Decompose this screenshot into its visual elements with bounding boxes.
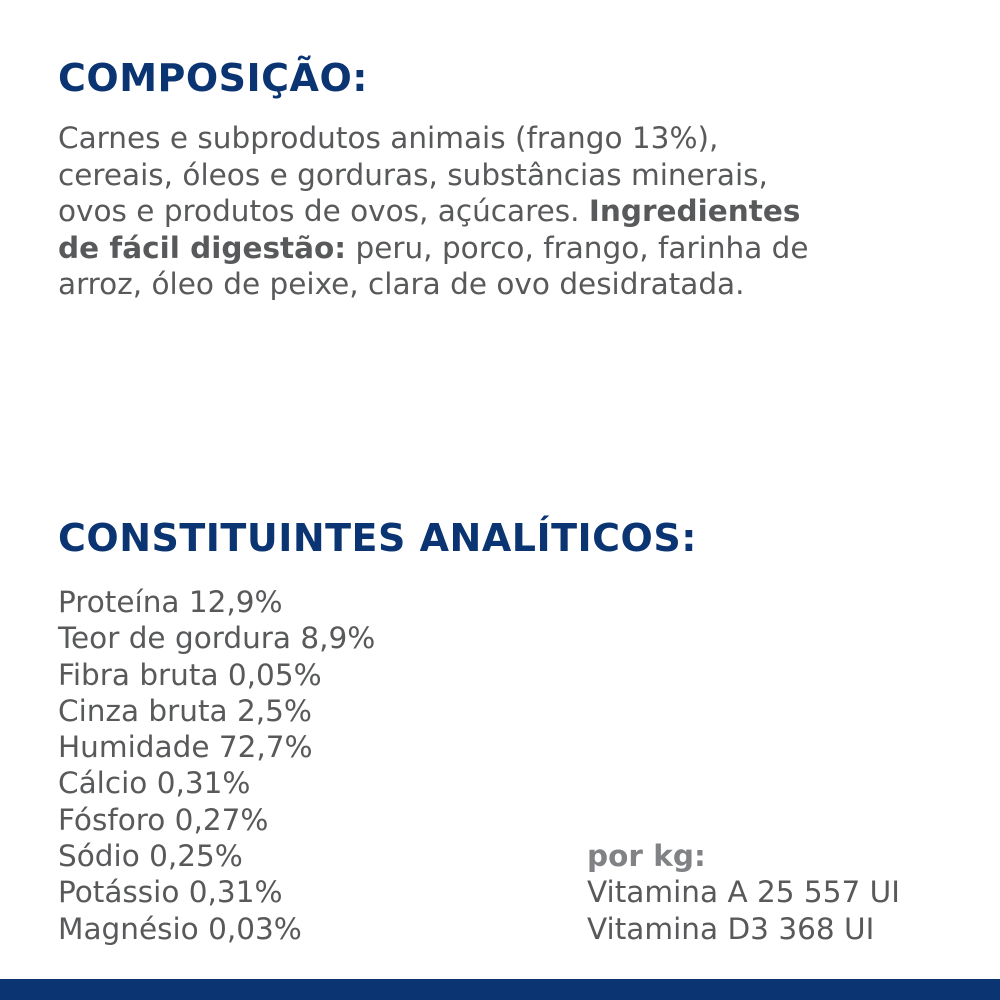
composition-line (58, 120, 958, 157)
composition-line (58, 193, 958, 230)
composition-line (58, 230, 958, 267)
constituent-item: Teor de gordura 8,9% (58, 621, 376, 656)
composition-text (58, 120, 958, 303)
composition-heading: COMPOSIÇÃO: (58, 56, 368, 100)
composition-text-segment: cereais, óleos e gorduras, substâncias minerais, (58, 157, 768, 192)
constituent-item: Fibra bruta 0,05% (58, 657, 322, 692)
composition-text-segment: ovos e produtos de ovos, açúcares. (58, 194, 589, 228)
vitamin-a-value: Vitamina A 25 557 UI (587, 875, 900, 910)
composition-bold-text: Ingredientes (588, 194, 801, 228)
analytical-constituents-heading: CONSTITUINTES ANALÍTICOS: (58, 516, 697, 560)
composition-line (58, 266, 958, 303)
constituent-item: Magnésio 0,03% (58, 911, 302, 946)
constituent-item: Cinza bruta 2,5% (58, 693, 312, 728)
per-kg-block (587, 838, 900, 947)
composition-text-segment: Carnes e subprodutos animais (frango 13%), (58, 121, 719, 155)
composition-bold-text: de fácil digestão: (58, 230, 347, 265)
per-kg-label: por kg: (587, 839, 706, 873)
constituent-item: Sódio 0,25% (58, 839, 243, 874)
composition-line (58, 157, 958, 194)
constituent-item: Cálcio 0,31% (58, 766, 251, 801)
constituent-item: Humidade 72,7% (58, 730, 313, 765)
constituent-item: Fósforo 0,27% (58, 802, 269, 837)
constituent-item: Potássio 0,31% (58, 875, 283, 910)
constituent-item: Proteína 12,9% (58, 585, 283, 619)
vitamin-d3-value: Vitamina D3 368 UI (587, 911, 875, 946)
composition-text-segment: arroz, óleo de peixe, clara de ovo desidratada. (58, 267, 745, 301)
analytical-constituents-list (58, 584, 375, 947)
footer-bar (0, 979, 1000, 1000)
composition-text-segment: peru, porco, frango, farinha de (346, 230, 809, 265)
